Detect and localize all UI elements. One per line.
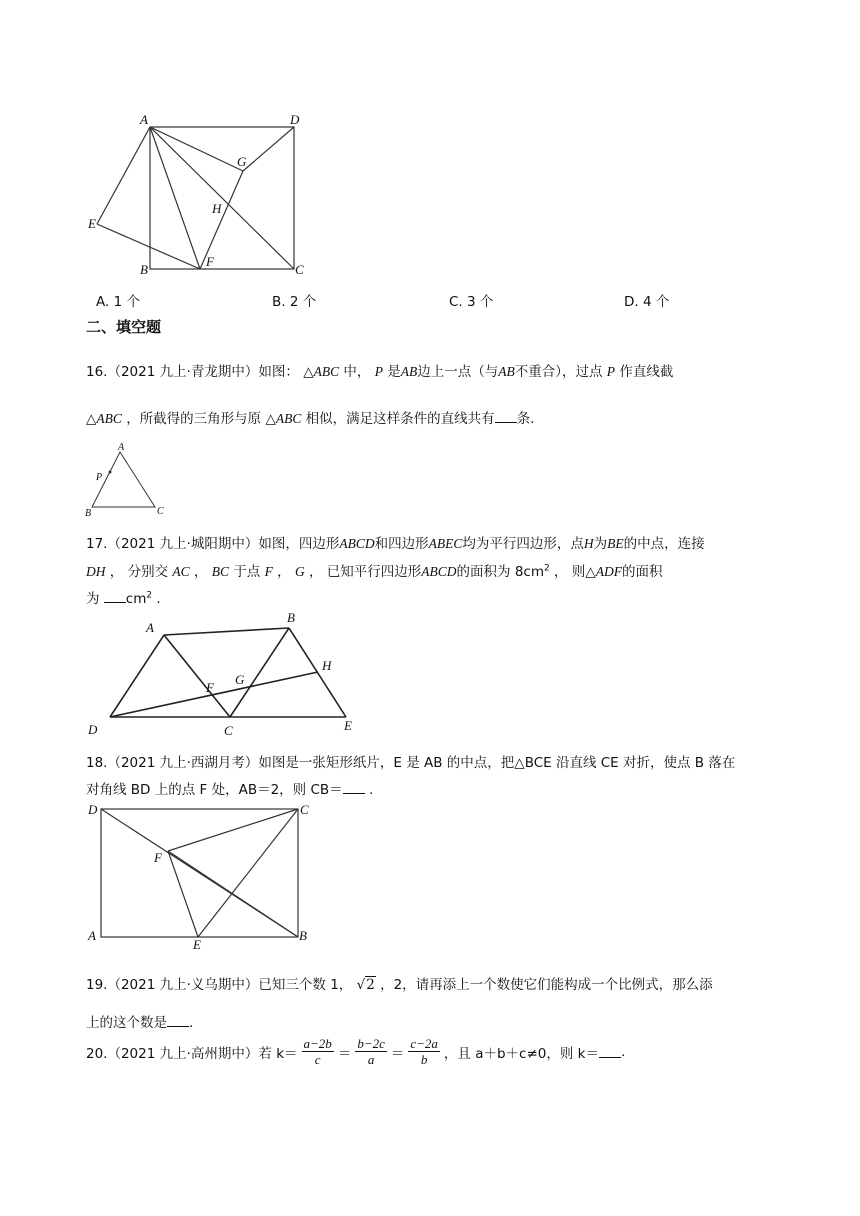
label-D: D (290, 112, 300, 127)
section-title: 二、填空题 (86, 318, 162, 336)
svg-text:D: D (88, 802, 98, 817)
svg-text:A: A (88, 928, 96, 943)
q16-line2: △ABC ，所截得的三角形与原 △ABC 相似，满足这样条件的直线共有 条. (86, 411, 535, 427)
svg-text:E: E (193, 937, 201, 950)
q19-line2: 上的这个数是 . (86, 1015, 194, 1031)
q15-option-c[interactable]: C. 3 个 (449, 294, 494, 310)
label-C: C (295, 262, 304, 277)
q18-answer-blank[interactable] (343, 781, 365, 794)
q20-answer-blank[interactable] (599, 1045, 621, 1058)
label-B: B (140, 262, 148, 277)
label-F: F (206, 254, 214, 269)
q17-figure (82, 604, 372, 736)
q16-figure (82, 440, 172, 520)
fraction-1: $\frac{a-2b}{c}$ (303, 1036, 332, 1067)
svg-text:B: B (85, 508, 92, 519)
fraction-3: $\frac{c-2a}{b}$ (410, 1036, 438, 1067)
q15-option-a[interactable]: A. 1 个 (96, 294, 140, 310)
q17-line1: 17.（2021 九上·城阳期中）如图，四边形ABCD和四边形ABEC均为平行四边形，点H为BE的中点，连接 (86, 536, 705, 552)
q19-answer-blank[interactable] (167, 1014, 189, 1027)
label-H: H (212, 201, 222, 216)
svg-text:B: B (287, 610, 295, 625)
svg-text:D: D (88, 722, 98, 736)
sqrt-two: √2 (356, 977, 375, 993)
q19-line1: 19.（2021 九上·义乌期中）已知三个数 1， √2 ，2，请再添上一个数使它们能构成一个比例式，那么添 (86, 977, 713, 993)
svg-text:A: A (118, 442, 125, 453)
svg-text:C: C (224, 723, 233, 736)
svg-text:A: A (146, 620, 154, 635)
q15-option-d[interactable]: D. 4 个 (624, 294, 670, 310)
label-G: G (237, 154, 247, 169)
svg-text:P: P (96, 472, 103, 483)
q17-answer-blank[interactable] (104, 590, 126, 603)
label-A: A (140, 112, 148, 127)
q15-figure (82, 108, 312, 280)
svg-text:B: B (299, 928, 307, 943)
label-E: E (88, 216, 96, 231)
q16-line1: 16.（2021 九上·青龙期中）如图： △ABC 中， P 是AB边上一点（与AB不重合），过点 P 作直线截 (86, 364, 674, 380)
q18-line2: 对角线 BD 上的点 F 处，AB＝2，则 CB＝ . (86, 782, 374, 798)
svg-text:E: E (344, 718, 352, 733)
fraction-2: $\frac{b-2c}{a}$ (357, 1036, 385, 1067)
svg-text:C: C (300, 802, 309, 817)
q17-line3: 为 $cm^2$ . (86, 590, 161, 607)
svg-text:F: F (154, 850, 162, 865)
q18-figure (82, 798, 322, 950)
q15-option-b[interactable]: B. 2 个 (272, 294, 317, 310)
q17-line2: DH ， 分别交 AC ， BC 于点 F ， G ， 已知平行四边形ABCD的面积为 $8cm^2$ ， 则△ADF的面积 (86, 563, 663, 580)
svg-text:C: C (157, 506, 164, 517)
q18-line1: 18.（2021 九上·西湖月考）如图是一张矩形纸片，E 是 AB 的中点，把△BCE 沿直线 CE 对折，使点 B 落在 (86, 755, 736, 771)
q20-line: 20.（2021 九上·高州期中）若 k＝ $\frac{a-2b}{c}$ ＝ $\frac{b-2c}{a}$ ＝ $\frac{c-2a}{b}$ ，且 a＋b＋c≠0，则 k＝ . (86, 1036, 626, 1067)
svg-text:F: F (206, 680, 214, 695)
svg-text:H: H (322, 658, 332, 673)
svg-text:G: G (235, 672, 245, 687)
q16-answer-blank[interactable] (495, 410, 517, 423)
